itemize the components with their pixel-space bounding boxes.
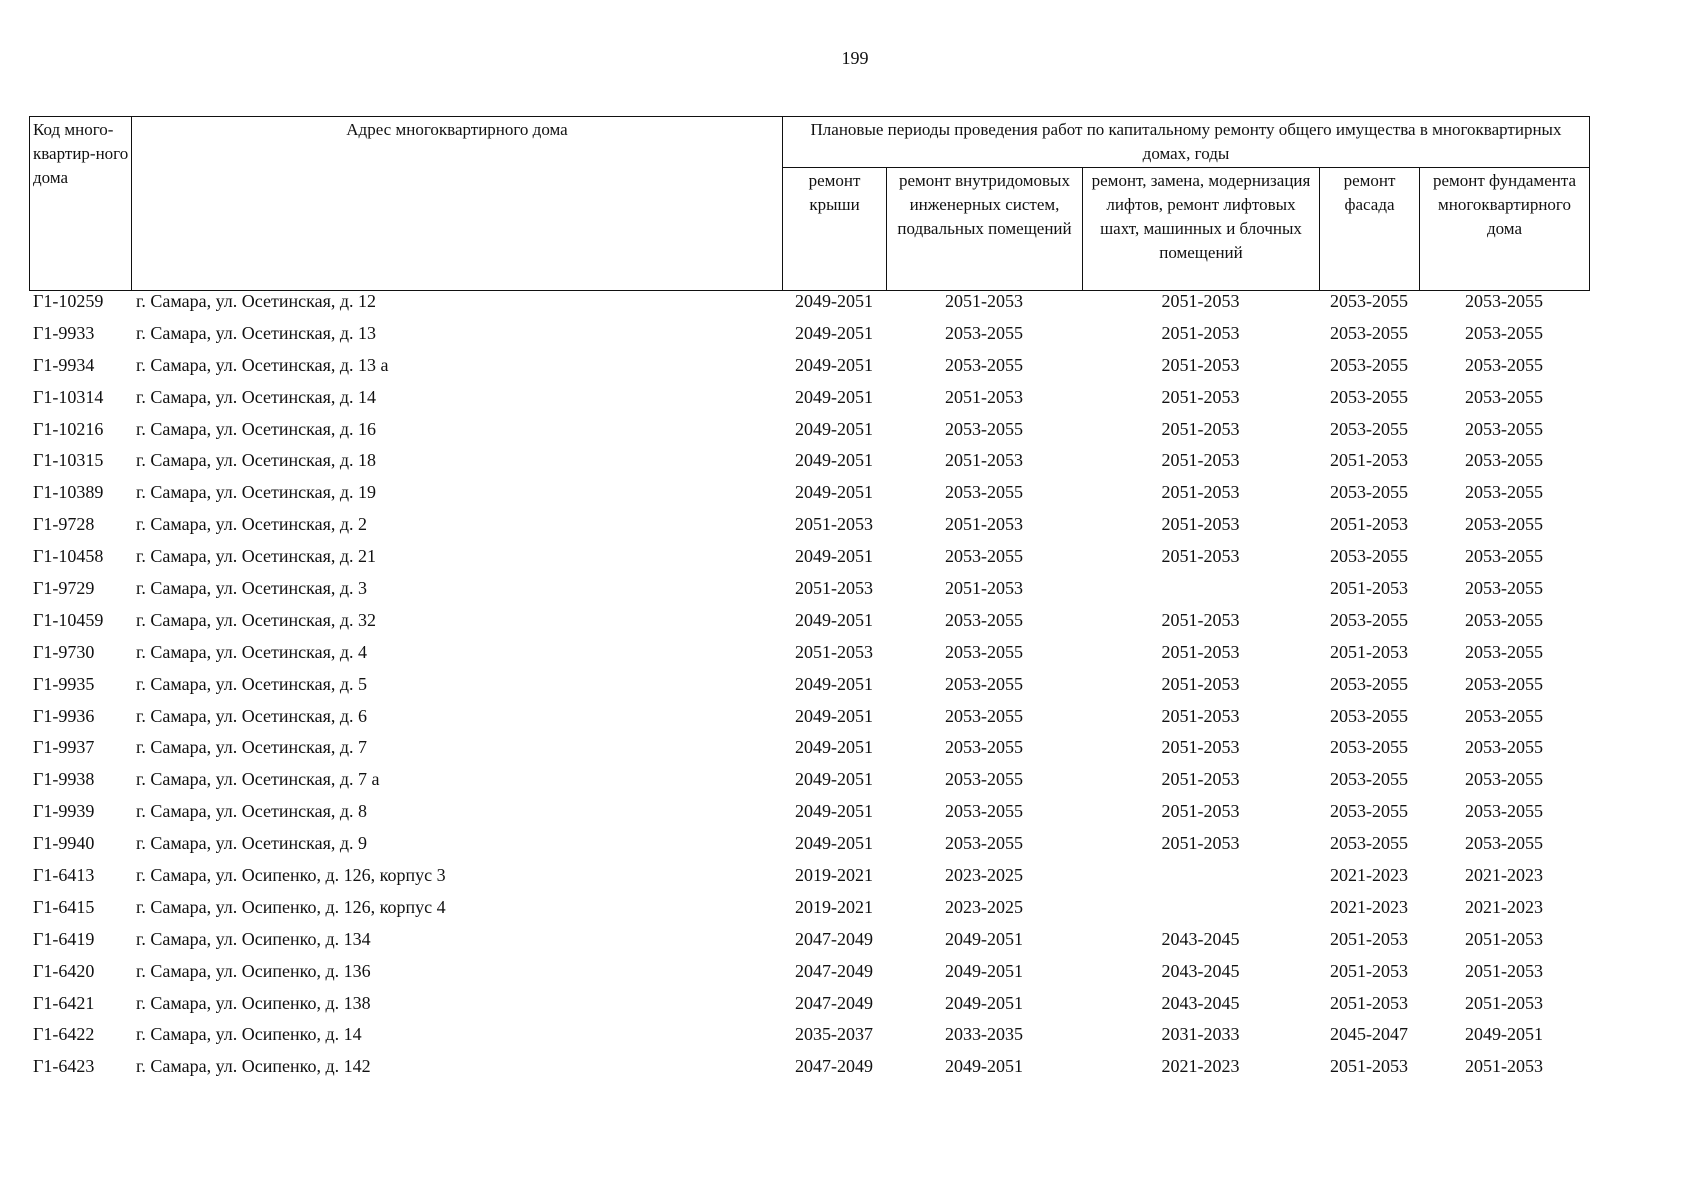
- cell-elevators: 2051-2053: [1161, 673, 1240, 694]
- cell-roof: 2047-2049: [795, 992, 873, 1013]
- header-roof: ремонт крыши: [783, 168, 887, 291]
- cell-roof: 2051-2053: [795, 514, 873, 535]
- cell-foundation: 2053-2055: [1465, 833, 1543, 854]
- cell-code: Г1-10459: [33, 609, 104, 630]
- cell-engineering: 2053-2055: [945, 705, 1023, 726]
- cell-foundation: 2053-2055: [1465, 322, 1543, 343]
- cell-foundation: 2051-2053: [1465, 992, 1543, 1013]
- cell-address: г. Самара, ул. Осетинская, д. 6: [136, 705, 368, 726]
- cell-facade: 2045-2047: [1330, 1024, 1408, 1045]
- cell-code: Г1-10315: [33, 450, 104, 471]
- cell-engineering: 2049-2051: [945, 928, 1023, 949]
- table-row: [29, 449, 1589, 481]
- cell-facade: 2021-2023: [1330, 865, 1408, 886]
- cell-elevators: 2051-2053: [1161, 482, 1240, 503]
- cell-facade: 2051-2053: [1330, 578, 1408, 599]
- table-row: [29, 705, 1589, 737]
- table-row: [29, 354, 1589, 386]
- cell-engineering: 2053-2055: [945, 801, 1023, 822]
- cell-foundation: 2049-2051: [1465, 1024, 1543, 1045]
- cell-engineering: 2051-2053: [945, 386, 1023, 407]
- cell-roof: 2049-2051: [795, 450, 873, 471]
- cell-code: Г1-6423: [33, 1056, 95, 1077]
- cell-engineering: 2053-2055: [945, 769, 1023, 790]
- table-row: [29, 864, 1589, 896]
- cell-engineering: 2049-2051: [945, 992, 1023, 1013]
- cell-facade: 2053-2055: [1330, 801, 1408, 822]
- cell-code: Г1-6421: [33, 992, 95, 1013]
- cell-code: Г1-9937: [33, 737, 95, 758]
- cell-foundation: 2021-2023: [1465, 896, 1543, 917]
- cell-engineering: 2053-2055: [945, 609, 1023, 630]
- table-row: [29, 992, 1589, 1024]
- cell-code: Г1-6422: [33, 1024, 95, 1045]
- cell-code: Г1-9935: [33, 673, 95, 694]
- cell-engineering: 2053-2055: [945, 641, 1023, 662]
- cell-engineering: 2049-2051: [945, 1056, 1023, 1077]
- cell-facade: 2053-2055: [1330, 291, 1408, 311]
- cell-address: г. Самара, ул. Осетинская, д. 9: [136, 833, 368, 854]
- cell-engineering: 2023-2025: [945, 896, 1023, 917]
- cell-address: г. Самара, ул. Осипенко, д. 14: [136, 1024, 362, 1045]
- table-row: [29, 673, 1589, 705]
- cell-address: г. Самара, ул. Осетинская, д. 13: [136, 322, 377, 343]
- cell-elevators: 2051-2053: [1161, 450, 1240, 471]
- cell-engineering: 2053-2055: [945, 354, 1023, 375]
- cell-engineering: 2051-2053: [945, 450, 1023, 471]
- cell-elevators: 2051-2053: [1161, 546, 1240, 567]
- cell-roof: 2049-2051: [795, 354, 873, 375]
- cell-elevators: 2051-2053: [1161, 291, 1240, 311]
- cell-facade: 2053-2055: [1330, 546, 1408, 567]
- cell-elevators: 2051-2053: [1161, 609, 1240, 630]
- page-number: 199: [841, 48, 869, 68]
- cell-foundation: 2053-2055: [1465, 609, 1543, 630]
- cell-code: Г1-9730: [33, 641, 95, 662]
- table-row: [29, 481, 1589, 513]
- cell-foundation: 2051-2053: [1465, 960, 1543, 981]
- table-row: [29, 928, 1589, 960]
- cell-address: г. Самара, ул. Осетинская, д. 21: [136, 546, 377, 567]
- cell-address: г. Самара, ул. Осипенко, д. 126, корпус 4: [136, 896, 446, 917]
- cell-code: Г1-9934: [33, 354, 95, 375]
- cell-engineering: 2053-2055: [945, 546, 1023, 567]
- cell-address: г. Самара, ул. Осетинская, д. 19: [136, 482, 377, 503]
- cell-code: Г1-9729: [33, 578, 95, 599]
- table-row: [29, 322, 1589, 354]
- cell-facade: 2021-2023: [1330, 896, 1408, 917]
- table-row: [29, 960, 1589, 992]
- cell-foundation: 2053-2055: [1465, 737, 1543, 758]
- cell-facade: 2053-2055: [1330, 673, 1408, 694]
- cell-foundation: 2053-2055: [1465, 673, 1543, 694]
- cell-code: Г1-10389: [33, 482, 104, 503]
- cell-roof: 2049-2051: [795, 322, 873, 343]
- cell-roof: 2049-2051: [795, 546, 873, 567]
- cell-roof: 2049-2051: [795, 418, 873, 439]
- cell-address: г. Самара, ул. Осетинская, д. 18: [136, 450, 377, 471]
- header-foundation: ремонт фундамента многоквартирного дома: [1420, 168, 1590, 291]
- cell-code: Г1-9940: [33, 833, 95, 854]
- cell-address: г. Самара, ул. Осетинская, д. 8: [136, 801, 368, 822]
- cell-foundation: 2051-2053: [1465, 928, 1543, 949]
- cell-roof: 2051-2053: [795, 641, 873, 662]
- table-row: [29, 513, 1589, 545]
- cell-facade: 2051-2053: [1330, 992, 1408, 1013]
- table-row: [29, 896, 1589, 928]
- header-elevators: ремонт, замена, модернизация лифтов, ремонт лифтовых шахт, машинных и блочных помещений: [1083, 168, 1320, 291]
- header-code: Код много-квартир-ного дома: [30, 117, 132, 291]
- cell-address: г. Самара, ул. Осетинская, д. 16: [136, 418, 377, 439]
- cell-code: Г1-6413: [33, 865, 95, 886]
- cell-facade: 2051-2053: [1330, 514, 1408, 535]
- table-row: [29, 545, 1589, 577]
- cell-foundation: 2053-2055: [1465, 578, 1543, 599]
- cell-foundation: 2053-2055: [1465, 482, 1543, 503]
- cell-code: Г1-10259: [33, 291, 104, 311]
- cell-address: г. Самара, ул. Осетинская, д. 12: [136, 291, 377, 311]
- cell-code: Г1-9728: [33, 514, 95, 535]
- cell-code: Г1-9938: [33, 769, 95, 790]
- table-header: [29, 116, 1590, 291]
- cell-roof: 2049-2051: [795, 833, 873, 854]
- cell-engineering: 2033-2035: [945, 1024, 1023, 1045]
- table-row: [29, 1055, 1589, 1087]
- cell-elevators: 2043-2045: [1161, 992, 1240, 1013]
- cell-roof: 2049-2051: [795, 801, 873, 822]
- cell-roof: 2047-2049: [795, 1056, 873, 1077]
- cell-elevators: 2051-2053: [1161, 833, 1240, 854]
- table-row: [29, 832, 1589, 864]
- cell-facade: 2053-2055: [1330, 386, 1408, 407]
- cell-facade: 2053-2055: [1330, 833, 1408, 854]
- cell-elevators: 2031-2033: [1161, 1024, 1240, 1045]
- cell-engineering: 2051-2053: [945, 578, 1023, 599]
- header-periods-group: Плановые периоды проведения работ по капитальному ремонту общего имущества в многоквартирных домах, годы: [783, 117, 1590, 168]
- cell-code: Г1-10458: [33, 546, 104, 567]
- cell-foundation: 2053-2055: [1465, 354, 1543, 375]
- cell-code: Г1-10216: [33, 418, 104, 439]
- cell-foundation: 2053-2055: [1465, 801, 1543, 822]
- table-row: [29, 609, 1589, 641]
- cell-elevators: 2051-2053: [1161, 354, 1240, 375]
- cell-foundation: 2051-2053: [1465, 1056, 1543, 1077]
- cell-elevators: 2051-2053: [1161, 769, 1240, 790]
- cell-roof: 2019-2021: [795, 865, 873, 886]
- cell-engineering: 2051-2053: [945, 291, 1023, 311]
- cell-address: г. Самара, ул. Осетинская, д. 4: [136, 641, 368, 662]
- table-row: [29, 641, 1589, 673]
- cell-elevators: 2051-2053: [1161, 514, 1240, 535]
- cell-address: г. Самара, ул. Осетинская, д. 7: [136, 737, 368, 758]
- cell-foundation: 2053-2055: [1465, 291, 1543, 311]
- cell-foundation: 2053-2055: [1465, 769, 1543, 790]
- cell-engineering: 2051-2053: [945, 514, 1023, 535]
- cell-roof: 2049-2051: [795, 386, 873, 407]
- cell-address: г. Самара, ул. Осетинская, д. 14: [136, 386, 377, 407]
- cell-roof: 2049-2051: [795, 673, 873, 694]
- cell-code: Г1-6415: [33, 896, 95, 917]
- table-row: [29, 386, 1589, 418]
- cell-address: г. Самара, ул. Осетинская, д. 2: [136, 514, 368, 535]
- cell-foundation: 2053-2055: [1465, 705, 1543, 726]
- cell-foundation: 2053-2055: [1465, 641, 1543, 662]
- table-body: [29, 290, 1589, 1087]
- cell-engineering: 2053-2055: [945, 418, 1023, 439]
- cell-address: г. Самара, ул. Осетинская, д. 3: [136, 578, 368, 599]
- cell-elevators: 2051-2053: [1161, 418, 1240, 439]
- cell-engineering: 2053-2055: [945, 673, 1023, 694]
- cell-facade: 2053-2055: [1330, 418, 1408, 439]
- cell-code: Г1-9939: [33, 801, 95, 822]
- cell-engineering: 2053-2055: [945, 322, 1023, 343]
- table-row: [29, 290, 1589, 322]
- cell-roof: 2019-2021: [795, 896, 873, 917]
- cell-elevators: 2051-2053: [1161, 705, 1240, 726]
- cell-address: г. Самара, ул. Осетинская, д. 5: [136, 673, 368, 694]
- cell-elevators: 2043-2045: [1161, 960, 1240, 981]
- cell-facade: 2053-2055: [1330, 609, 1408, 630]
- table-row: [29, 768, 1589, 800]
- cell-roof: 2049-2051: [795, 291, 873, 311]
- cell-address: г. Самара, ул. Осетинская, д. 32: [136, 609, 377, 630]
- cell-roof: 2049-2051: [795, 482, 873, 503]
- cell-elevators: 2051-2053: [1161, 386, 1240, 407]
- cell-roof: 2047-2049: [795, 960, 873, 981]
- cell-facade: 2051-2053: [1330, 450, 1408, 471]
- table-row: [29, 1023, 1589, 1055]
- cell-address: г. Самара, ул. Осипенко, д. 136: [136, 960, 371, 981]
- cell-elevators: 2043-2045: [1161, 928, 1240, 949]
- cell-facade: 2051-2053: [1330, 928, 1408, 949]
- cell-facade: 2053-2055: [1330, 482, 1408, 503]
- table-row: [29, 577, 1589, 609]
- table-row: [29, 736, 1589, 768]
- cell-facade: 2051-2053: [1330, 641, 1408, 662]
- cell-elevators: 2051-2053: [1161, 737, 1240, 758]
- cell-facade: 2053-2055: [1330, 769, 1408, 790]
- cell-roof: 2049-2051: [795, 609, 873, 630]
- cell-facade: 2051-2053: [1330, 960, 1408, 981]
- table-row: [29, 418, 1589, 450]
- header-facade: ремонт фасада: [1320, 168, 1420, 291]
- cell-engineering: 2053-2055: [945, 833, 1023, 854]
- cell-engineering: 2049-2051: [945, 960, 1023, 981]
- cell-facade: 2053-2055: [1330, 737, 1408, 758]
- cell-address: г. Самара, ул. Осетинская, д. 13 а: [136, 354, 389, 375]
- cell-code: Г1-10314: [33, 386, 104, 407]
- cell-code: Г1-9936: [33, 705, 95, 726]
- cell-address: г. Самара, ул. Осипенко, д. 126, корпус 3: [136, 865, 446, 886]
- cell-roof: 2035-2037: [795, 1024, 873, 1045]
- cell-roof: 2047-2049: [795, 928, 873, 949]
- cell-roof: 2049-2051: [795, 769, 873, 790]
- cell-elevators: 2021-2023: [1161, 1056, 1240, 1077]
- cell-engineering: 2053-2055: [945, 737, 1023, 758]
- cell-address: г. Самара, ул. Осипенко, д. 134: [136, 928, 371, 949]
- cell-engineering: 2053-2055: [945, 482, 1023, 503]
- cell-foundation: 2053-2055: [1465, 386, 1543, 407]
- cell-foundation: 2053-2055: [1465, 546, 1543, 567]
- cell-foundation: 2021-2023: [1465, 865, 1543, 886]
- cell-facade: 2051-2053: [1330, 1056, 1408, 1077]
- cell-foundation: 2053-2055: [1465, 514, 1543, 535]
- cell-address: г. Самара, ул. Осипенко, д. 138: [136, 992, 371, 1013]
- table-row: [29, 800, 1589, 832]
- cell-code: Г1-9933: [33, 322, 95, 343]
- header-engineering: ремонт внутридомовых инженерных систем, подвальных помещений: [887, 168, 1083, 291]
- cell-foundation: 2053-2055: [1465, 418, 1543, 439]
- header-address: Адрес многоквартирного дома: [132, 117, 783, 291]
- cell-elevators: 2051-2053: [1161, 801, 1240, 822]
- cell-roof: 2051-2053: [795, 578, 873, 599]
- cell-facade: 2053-2055: [1330, 354, 1408, 375]
- cell-engineering: 2023-2025: [945, 865, 1023, 886]
- cell-facade: 2053-2055: [1330, 705, 1408, 726]
- cell-code: Г1-6419: [33, 928, 95, 949]
- cell-address: г. Самара, ул. Осипенко, д. 142: [136, 1056, 371, 1077]
- cell-code: Г1-6420: [33, 960, 95, 981]
- cell-elevators: 2051-2053: [1161, 641, 1240, 662]
- cell-facade: 2053-2055: [1330, 322, 1408, 343]
- cell-roof: 2049-2051: [795, 705, 873, 726]
- cell-elevators: 2051-2053: [1161, 322, 1240, 343]
- cell-roof: 2049-2051: [795, 737, 873, 758]
- cell-foundation: 2053-2055: [1465, 450, 1543, 471]
- cell-address: г. Самара, ул. Осетинская, д. 7 а: [136, 769, 380, 790]
